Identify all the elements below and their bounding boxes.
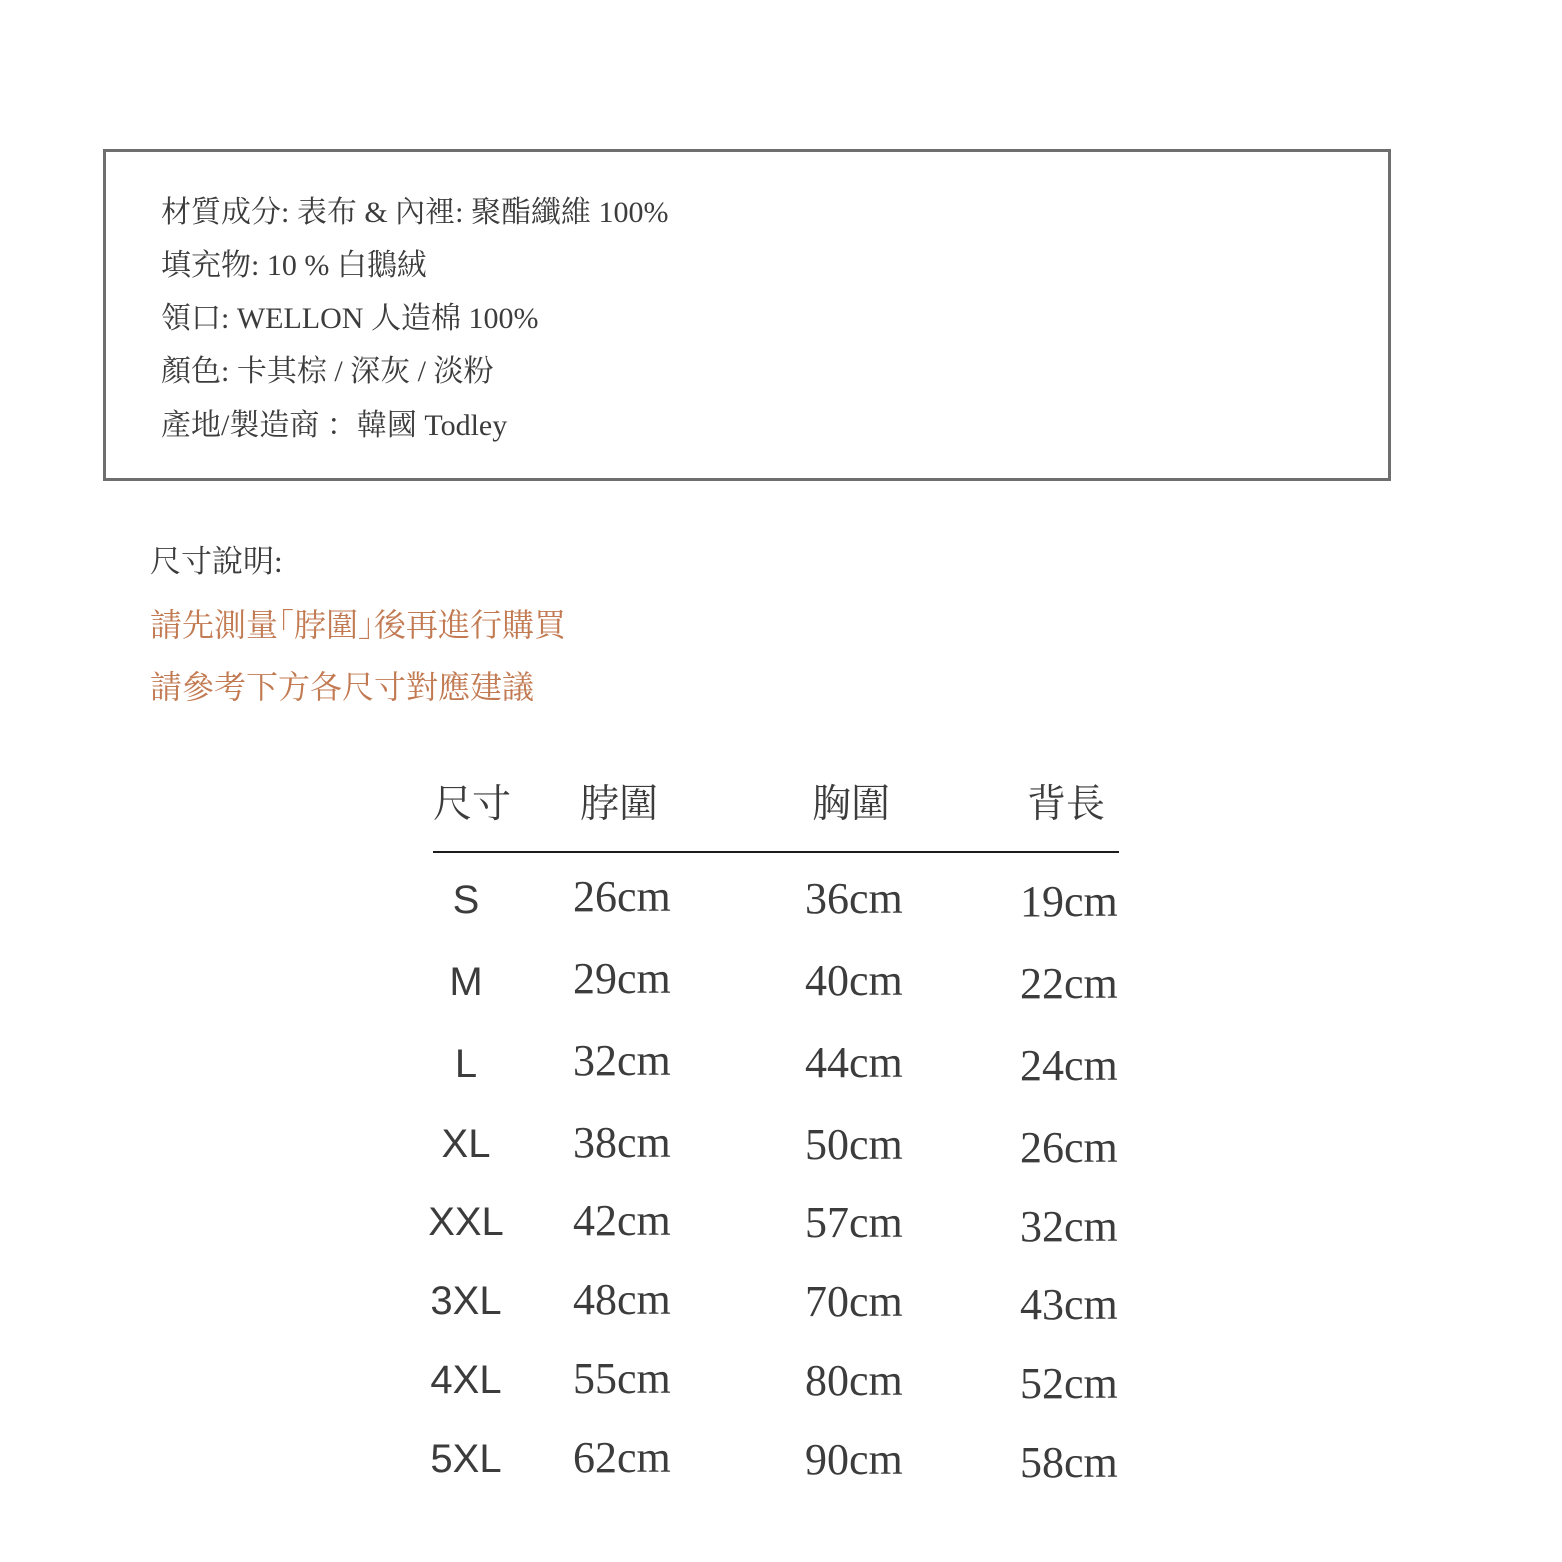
- row-neck: 26cm: [573, 872, 671, 921]
- row-neck: 32cm: [573, 1036, 671, 1085]
- row-back: 58cm: [1020, 1438, 1118, 1487]
- row-back: 19cm: [1020, 877, 1118, 926]
- row-size: XXL: [428, 1200, 504, 1244]
- size-note-reference: 請參考下方各尺寸對應建議: [150, 669, 535, 705]
- material-info-box: [103, 149, 1391, 481]
- row-neck: 38cm: [573, 1118, 671, 1167]
- row-size: XL: [441, 1122, 491, 1166]
- row-neck: 29cm: [573, 954, 671, 1003]
- header-chest: 胸圍: [812, 783, 891, 826]
- row-size: 3XL: [430, 1279, 502, 1323]
- origin-line: 產地/製造商 ：韓國 Todley: [161, 409, 508, 442]
- header-size: 尺寸: [433, 783, 512, 826]
- row-chest: 80cm: [805, 1356, 903, 1405]
- row-size: L: [454, 1042, 478, 1086]
- row-back: 43cm: [1020, 1280, 1118, 1329]
- material-composition-line: 材質成分: 表布 & 內裡: 聚酯纖維 100%: [161, 196, 669, 229]
- row-size: S: [452, 878, 480, 922]
- row-neck: 48cm: [573, 1275, 671, 1324]
- collar-line: 領口: WELLON 人造棉 100%: [161, 302, 539, 335]
- row-chest: 70cm: [805, 1277, 903, 1326]
- row-neck: 42cm: [573, 1196, 671, 1245]
- size-section-title: 尺寸說明:: [150, 544, 283, 579]
- header-divider: [433, 851, 1119, 853]
- row-back: 26cm: [1020, 1123, 1118, 1172]
- row-chest: 40cm: [805, 956, 903, 1005]
- row-back: 22cm: [1020, 959, 1118, 1008]
- row-chest: 50cm: [805, 1120, 903, 1169]
- row-neck: 55cm: [573, 1354, 671, 1403]
- row-back: 52cm: [1020, 1359, 1118, 1408]
- row-chest: 57cm: [805, 1198, 903, 1247]
- size-note-measure: 請先測量｢脖圍｣後再進行購買: [150, 607, 567, 643]
- color-line: 顏色: 卡其棕 / 深灰 / 淡粉: [161, 355, 494, 388]
- row-chest: 90cm: [805, 1435, 903, 1484]
- row-back: 32cm: [1020, 1202, 1118, 1251]
- filling-line: 填充物: 10 % 白鵝絨: [161, 249, 427, 282]
- row-back: 24cm: [1020, 1041, 1118, 1090]
- header-back: 背長: [1027, 783, 1106, 826]
- header-neck: 脖圍: [580, 783, 659, 826]
- row-size: 5XL: [430, 1437, 502, 1481]
- row-chest: 44cm: [805, 1038, 903, 1087]
- row-neck: 62cm: [573, 1433, 671, 1482]
- row-chest: 36cm: [805, 874, 903, 923]
- row-size: 4XL: [430, 1358, 502, 1402]
- row-size: M: [449, 960, 483, 1004]
